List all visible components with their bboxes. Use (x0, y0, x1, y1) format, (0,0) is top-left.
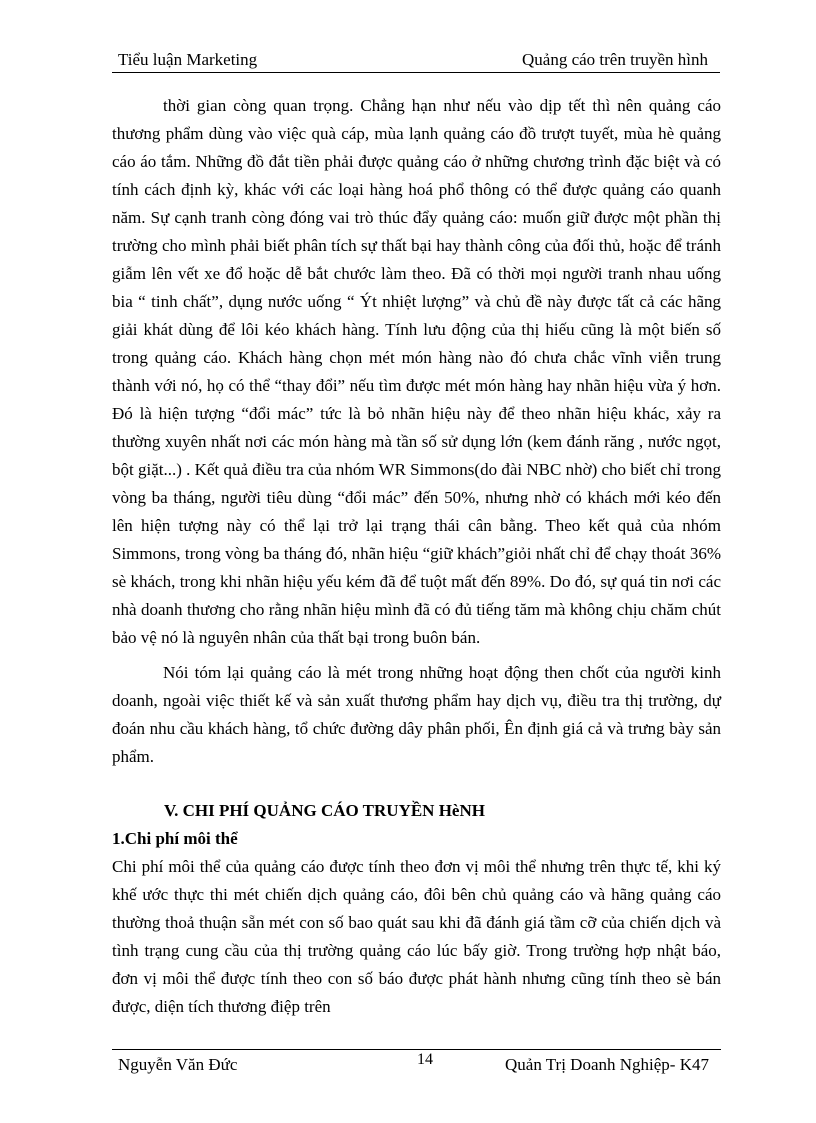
footer-author: Nguyễn Văn Đức (118, 1055, 238, 1074)
page-number: 14 (417, 1051, 433, 1068)
footer-course: Quản Trị Doanh Nghiệp- K47 (505, 1055, 709, 1074)
body-paragraph-cost: Chi phí môi thể của quảng cáo được tính theo đơn vị môi thể nhưng trên thực tế, khi ký khế ước thực thi mét chiến dịch quảng cáo, đôi bên chủ quảng cáo và hãng quảng cáo thường thoả thuận sẵn mét con số bao quát sau khi đã đánh giá tầm cỡ của chiến dịch và tình trạng cung cầu của thị trường quảng cáo lúc bấy giờ. Trong trường hợp nhật báo, đơn vị môi thể được tính theo con số báo được phát hành nhưng cũng tính theo sè bán được, diện tích thương điệp trên (112, 857, 721, 1016)
page-header (112, 48, 720, 73)
sub-heading: 1.Chi phí môi thể (112, 829, 238, 848)
header-left-title: Tiểu luận Marketing (118, 50, 258, 69)
page-footer (112, 1051, 721, 1079)
footer-divider (112, 1049, 721, 1050)
body-paragraph: thời gian còng quan trọng. Chẳng hạn như nếu vào dịp tết thì nên quảng cáo thương phẩm dùng vào việc quà cáp, mùa lạnh quảng cáo đồ trượt tuyết, mùa hè quảng cáo áo tắm. Những đồ đắt tiền phải được quảng cáo ở những chương trình đặc biệt và có tính cách định kỳ, khác với các loại hàng hoá phổ thông có thể được quảng cáo quanh năm. Sự cạnh tranh còng đóng vai trò thúc đẩy quảng cáo: muốn giữ được một phần thị trường cho mình phải biết phân tích sự thất bại hay thành công của đối thủ, hoặc để tránh giẫm lên vết xe đổ hoặc dễ bắt chước làm theo. Đã có thời mọi người tranh nhau uống bia “ tinh chất”, dụng nước uống “ Ýt nhiệt lượng” và chủ đề này được tất cả các hãng giải khát dùng để lôi kéo khách hàng. Tính lưu động của thị hiếu cũng là một biến số trong quảng cáo. Khách hàng chọn mét món hàng nào đó chưa chắc vĩnh viễn trung thành với nó, họ có thể “thay đổi” nếu tìm được mét món hàng hay nhãn hiệu vừa ý hơn. Đó là hiện tượng “đổi mác” tức là bỏ nhãn hiệu này để theo nhãn hiệu khác, xảy ra thường xuyên nhất nơi các món hàng mà tần số sử dụng lớn (kem đánh răng , nước ngọt, bột giặt...) . Kết quả điều tra của nhóm WR Simmons(do đài NBC nhờ) cho biết chỉ trong vòng ba tháng, người tiêu dùng “đổi mác” đến 50%, nhưng nhờ có khách mới kéo đến lên hiện tượng này có thể lại trở lại trạng thái cân bằng. Theo kết quả của nhóm Simmons, trong vòng ba tháng đó, nhãn hiệu “giữ khách”giỏi nhất chỉ để chạy thoát 36% sè khách, trong khi nhãn hiệu yếu kém đã để tuột mất đến 89%. Do đó, sự quá tin nơi các nhà doanh thương cho rằng nhãn hiệu mình đã có đủ tiếng tăm mà không chịu chăm chút bảo vệ nó là nguyên nhân của thất bại trong buôn bán. (112, 96, 721, 647)
page-content (112, 92, 721, 1021)
body-paragraph-summary: Nói tóm lại quảng cáo là mét trong những hoạt động then chốt của người kinh doanh, ngoài việc thiết kế và sản xuất thương phẩm hay dịch vụ, điều tra thị trường, dự đoán nhu cầu khách hàng, tổ chức đường dây phân phối, Ên định giá cả và trưng bày sản phẩm. (112, 663, 721, 766)
section-heading: V. CHI PHÍ QUẢNG CÁO TRUYỀN HèNH (164, 801, 485, 820)
header-right-title: Quảng cáo trên truyền hình (522, 50, 708, 69)
